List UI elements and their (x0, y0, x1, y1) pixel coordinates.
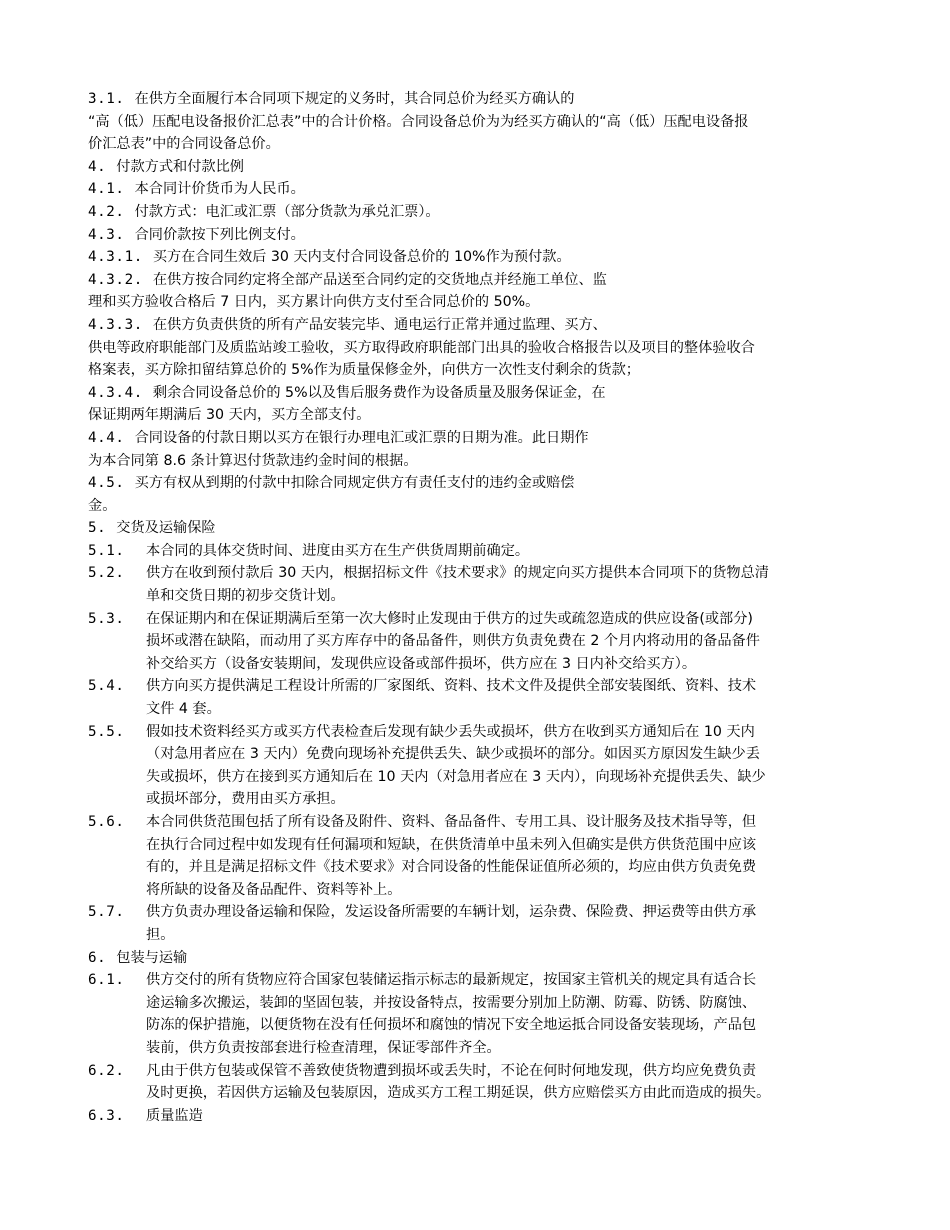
clause-text-line: 交货及运输保险 (116, 520, 216, 537)
clause-number: 4.1. (88, 181, 125, 198)
clause-paragraph (88, 540, 863, 563)
clause-text-line: 供方负责办理设备运输和保险，发运设备所需要的车辆计划，运杂费、保险费、押运费等由供方承 (146, 904, 757, 921)
clause-text-line: 失或损坏，供方在接到买方通知后在 10 天内（对急用者应在 3 天内），向现场补充提供丢失、缺少 (146, 768, 766, 785)
clause-number: 5.6. (88, 814, 125, 830)
clause-text-line: 包装与运输 (116, 949, 188, 966)
clause-text-line: 在供方全面履行本合同项下规定的义务时，其合同总价为经买方确认的 (134, 91, 575, 107)
clause-paragraph (88, 178, 863, 201)
clause-text-line: 剩余合同设备总价的 5%以及售后服务费作为设备质量及服务保证金，在 (152, 384, 606, 401)
clause-text-line: 质量监造 (146, 1107, 203, 1124)
clause-number: 5.2. (88, 565, 125, 582)
clause-text-line: 防冻的保护措施，以便货物在没有任何损坏和腐蚀的情况下安全地运抵合同设备安装现场，产品包 (146, 1017, 757, 1034)
clause-text-line: 供方向买方提供满足工程设计所需的厂家图纸、资料、技术文件及提供全部安装图纸、资料、技术 (146, 678, 757, 695)
document-body (88, 88, 863, 1127)
clause-number: 6.1. (88, 972, 125, 989)
clause-paragraph (88, 269, 863, 314)
clause-text-line: 在保证期内和在保证期满后至第一次大修时止发现由于供方的过失或疏忽造成的供应设备(或部分) (146, 610, 753, 627)
clause-number: 3.1. (88, 91, 125, 107)
clause-number: 5.3. (88, 610, 125, 627)
clause-text-line: 文件 4 套。 (146, 701, 221, 718)
clause-number: 4. (88, 158, 107, 175)
clause-text-line: 价汇总表”中的合同设备总价。 (88, 136, 280, 153)
clause-number: 4.5. (88, 475, 125, 492)
clause-number: 4.3.1. (88, 249, 143, 266)
clause-paragraph (88, 608, 863, 676)
clause-number: 5.4. (88, 678, 125, 695)
clause-text-line: “高（低）压配电设备报价汇总表”中的合计价格。合同设备总价为为经买方确认的“高（低）压配电设备报 (88, 113, 749, 130)
clause-number: 4.4. (88, 429, 125, 446)
clause-number: 6.2. (88, 1062, 125, 1079)
clause-number: 4.3.3. (88, 316, 143, 333)
clause-text-line: 单和交货日期的初步交货计划。 (146, 588, 345, 605)
clause-text-line: 合同价款按下列比例支付。 (134, 226, 305, 243)
clause-paragraph (88, 1105, 863, 1128)
clause-text-line: 理和买方验收合格后 7 日内，买方累计向供方支付至合同总价的 50%。 (88, 294, 540, 311)
clause-text-line: 买方在合同生效后 30 天内支付合同设备总价的 10%作为预付款。 (152, 249, 571, 266)
clause-number: 5.7. (88, 904, 125, 921)
clause-number: 6.3. (88, 1107, 125, 1124)
clause-text-line: 及时更换，若因供方运输及包装原因，造成买方工程工期延误，供方应赔偿买方由此而造成的损失。 (146, 1085, 771, 1102)
clause-number: 6. (88, 949, 107, 966)
clause-text-line: 担。 (146, 926, 175, 943)
clause-text-line: 买方有权从到期的付款中扣除合同规定供方有责任支付的违约金或赔偿 (134, 475, 575, 492)
clause-number: 4.3. (88, 226, 125, 243)
clause-text-line: 供方交付的所有货物应符合国家包装储运指示标志的最新规定，按国家主管机关的规定具有适合长 (146, 972, 757, 989)
clause-text-line: 保证期两年期满后 30 天内，买方全部支付。 (88, 407, 371, 424)
clause-text-line: 供电等政府职能部门及质监站竣工验收，买方取得政府职能部门出具的验收合格报告以及项目的整体验收合 (88, 339, 755, 356)
clause-text-line: 付款方式：电汇或汇票（部分货款为承兑汇票）。 (134, 203, 440, 220)
clause-text-line: 将所缺的设备及备品配件、资料等补上。 (146, 881, 402, 898)
clause-text-line: 本合同供货范围包括了所有设备及附件、资料、备品备件、专用工具、设计服务及技术指导等，但 (146, 814, 757, 830)
clause-text-line: 格案表，买方除扣留结算总价的 5%作为质量保修金外，向供方一次性支付剩余的货款； (88, 362, 640, 379)
clause-text-line: 在执行合同过程中如发现有任何漏项和短缺，在供货清单中虽未列入但确实是供方供货范围中应该 (146, 836, 757, 853)
clause-paragraph (88, 472, 863, 517)
clause-text-line: 装前，供方负责按部套进行检查清理，保证零部件齐全。 (146, 1039, 501, 1056)
clause-number: 5.5. (88, 723, 125, 740)
clause-number: 5.1. (88, 542, 125, 559)
clause-text-line: 或损坏部分，费用由买方承担。 (146, 791, 345, 808)
clause-paragraph (88, 969, 863, 1059)
clause-text-line: 合同设备的付款日期以买方在银行办理电汇或汇票的日期为准。此日期作 (134, 429, 589, 446)
clause-paragraph (88, 1060, 863, 1105)
clause-paragraph (88, 246, 863, 269)
clause-text-line: （对急用者应在 3 天内）免费向现场补充提供丢失、缺少或损坏的部分。如因买方原因发生缺少丢 (146, 746, 760, 763)
clause-paragraph (88, 562, 863, 607)
clause-paragraph (88, 314, 863, 382)
clause-text-line: 凡由于供方包装或保管不善致使货物遭到损坏或丢失时，不论在何时何地发现，供方均应免费负责 (146, 1062, 757, 1079)
clause-text-line: 本合同的具体交货时间、进度由买方在生产供货周期前确定。 (146, 542, 530, 559)
clause-text-line: 在供方负责供货的所有产品安装完毕、通电运行正常并通过监理、买方、 (152, 316, 607, 333)
clause-paragraph (88, 156, 863, 179)
clause-paragraph (88, 721, 863, 811)
clause-text-line: 有的，并且是满足招标文件《技术要求》对合同设备的性能保证值所必须的，均应由供方负责免费 (146, 859, 757, 876)
clause-text-line: 付款方式和付款比例 (116, 158, 244, 175)
clause-paragraph (88, 88, 863, 156)
clause-number: 5. (88, 520, 107, 537)
clause-text-line: 补交给买方（设备安装期间，发现供应设备或部件损坏，供方应在 3 日内补交给买方）。 (146, 655, 697, 672)
clause-paragraph (88, 224, 863, 247)
clause-text-line: 金。 (88, 497, 117, 514)
clause-number: 4.2. (88, 203, 125, 220)
clause-text-line: 假如技术资料经买方或买方代表检查后发现有缺少丢失或损坏，供方在收到买方通知后在 10 天内 (146, 723, 755, 740)
clause-paragraph (88, 427, 863, 472)
clause-paragraph (88, 675, 863, 720)
clause-text-line: 供方在收到预付款后 30 天内，根据招标文件《技术要求》的规定向买方提供本合同项下的货物总清 (146, 565, 769, 582)
clause-text-line: 损坏或潜在缺陷，而动用了买方库存中的备品备件，则供方负责免费在 2 个月内将动用的备品备件 (146, 633, 760, 650)
clause-paragraph (88, 811, 863, 901)
clause-paragraph (88, 901, 863, 946)
clause-text-line: 在供方按合同约定将全部产品送至合同约定的交货地点并经施工单位、监 (152, 271, 607, 288)
clause-text-line: 本合同计价货币为人民币。 (134, 181, 305, 198)
clause-paragraph (88, 947, 863, 970)
clause-text-line: 途运输多次搬运，装卸的坚固包装，并按设备特点，按需要分别加上防潮、防霉、防锈、防腐蚀、 (146, 994, 757, 1011)
clause-paragraph (88, 201, 863, 224)
clause-number: 4.3.2. (88, 271, 143, 288)
clause-number: 4.3.4. (88, 384, 143, 401)
clause-paragraph (88, 382, 863, 427)
clause-text-line: 为本合同第 8.6 条计算迟付货款违约金时间的根据。 (88, 452, 418, 469)
clause-paragraph (88, 517, 863, 540)
